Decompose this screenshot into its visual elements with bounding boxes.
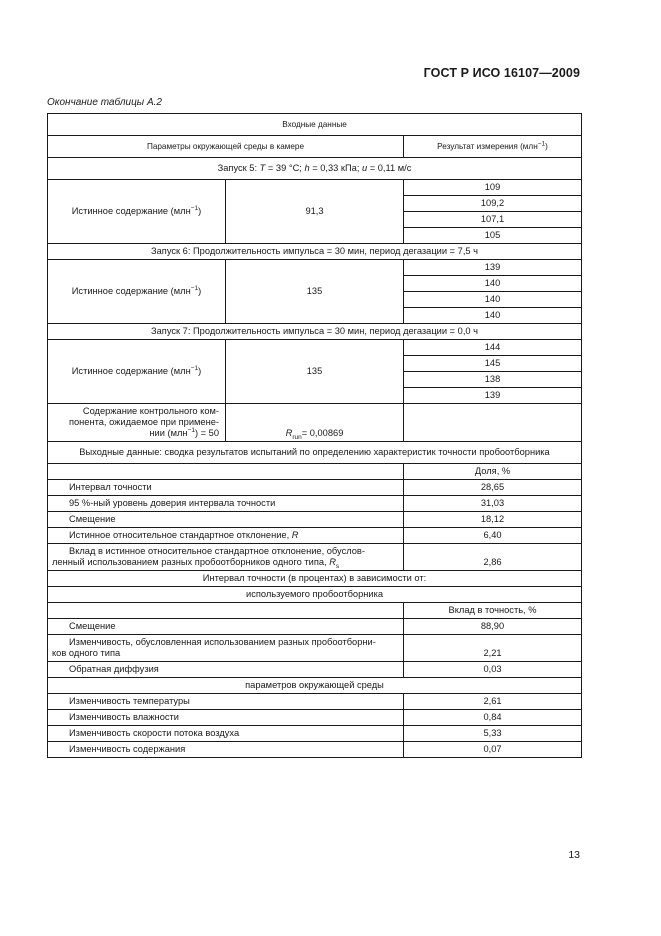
table-row [48,260,582,276]
output-title: Выходные данные: сводка результатов испытаний по определению характеристик точности пробоотборника [48,442,582,464]
result-value: 105 [404,228,582,244]
output-label: Вклад в истинное относительное стандартное отклонение, обуслов- ленный использованием разных пробоотборников одного типа, $R_s$ [48,544,404,571]
result-value: 138 [404,372,582,388]
dependence-title: Интервал точности (в процентах) в зависимости от: [48,571,582,587]
output-value: 6,40 [404,528,582,544]
standard-designation: ГОСТ Р ИСО 16107—2009 [423,66,580,80]
environment-value: 2,61 [404,694,582,710]
output-label: 95 %-ный уровень доверия интервала точности [48,496,404,512]
true-content-value: 91,3 [226,180,404,244]
output-value: 28,65 [404,480,582,496]
table-row [48,710,582,726]
table-row [48,464,582,480]
run-title: Запуск 6: Продолжительность импульса = 30 мин, период дегазации = 7,5 ч [48,244,582,260]
result-value: 140 [404,308,582,324]
table-row [48,528,582,544]
table-row [48,694,582,710]
table-row [48,158,582,180]
table-row [48,340,582,356]
table-row [48,603,582,619]
result-value: 107,1 [404,212,582,228]
table-row [48,244,582,260]
run-title: Запуск 5: T = 39 °C; h = 0,33 кПа; u = 0,11 м/с [48,158,582,180]
input-data-title: Входные данные [48,114,582,136]
table-row [48,496,582,512]
environment-value: 0,84 [404,710,582,726]
result-value: 109 [404,180,582,196]
result-header: Результат измерения (млн$^{-1}$) [404,136,582,158]
dependence-value: 88,90 [404,619,582,635]
table-row [48,678,582,694]
params-header: Параметры окружающей среды в камере [48,136,404,158]
environment-section-title: параметров окружающей среды [48,678,582,694]
result-value: 109,2 [404,196,582,212]
run-title: Запуск 7: Продолжительность импульса = 30 мин, период дегазации = 0,0 ч [48,324,582,340]
result-value: 140 [404,276,582,292]
output-label: Смещение [48,512,404,528]
result-value: 144 [404,340,582,356]
table-caption: Окончание таблицы А.2 [47,97,162,108]
true-content-label: Истинное содержание (млн$^{-1}$) [48,260,226,324]
result-value: 139 [404,260,582,276]
result-value: 145 [404,356,582,372]
dependence-value: 0,03 [404,662,582,678]
table-row [48,587,582,603]
page-number: 13 [568,849,580,861]
output-label: Интервал точности [48,480,404,496]
table-row [48,512,582,528]
data-table [47,113,582,758]
table-row [48,480,582,496]
table-row [48,544,582,571]
dependence-label: Изменчивость, обусловленная использованием разных пробоотборни- ков одного типа [48,635,404,662]
true-content-value: 135 [226,260,404,324]
output-value: 18,12 [404,512,582,528]
output-label: Истинное относительное стандартное отклонение, R [48,528,404,544]
environment-value: 0,07 [404,742,582,758]
table-row [48,180,582,196]
table-row [48,114,582,136]
true-content-label: Истинное содержание (млн$^{-1}$) [48,180,226,244]
table-row [48,662,582,678]
table-row [48,324,582,340]
dependence-label: Смещение [48,619,404,635]
table-row [48,635,582,662]
dependence-value: 2,21 [404,635,582,662]
share-header: Доля, % [404,464,582,480]
sampler-section-title: используемого пробоотборника [48,587,582,603]
result-value: 140 [404,292,582,308]
table-row [48,619,582,635]
table-row [48,742,582,758]
environment-label: Изменчивость температуры [48,694,404,710]
result-value: 139 [404,388,582,404]
contrib-header: Вклад в точность, % [404,603,582,619]
table-row [48,571,582,587]
output-value: 2,86 [404,544,582,571]
table-row [48,726,582,742]
dependence-label: Обратная диффузия [48,662,404,678]
environment-label: Изменчивость содержания [48,742,404,758]
empty-cell [48,464,404,480]
empty-cell [404,404,582,442]
r-run-value: $R_{run}= 0,00869$ [226,404,404,442]
control-component-label: Содержание контрольного ком- понента, ожидаемое при примене- нии (млн$^{-1}$) = 50 [48,404,226,442]
empty-cell [48,603,404,619]
true-content-value: 135 [226,340,404,404]
table-row [48,442,582,464]
true-content-label: Истинное содержание (млн$^{-1}$) [48,340,226,404]
table-row [48,404,582,442]
table-row [48,136,582,158]
environment-label: Изменчивость влажности [48,710,404,726]
environment-label: Изменчивость скорости потока воздуха [48,726,404,742]
environment-value: 5,33 [404,726,582,742]
output-value: 31,03 [404,496,582,512]
